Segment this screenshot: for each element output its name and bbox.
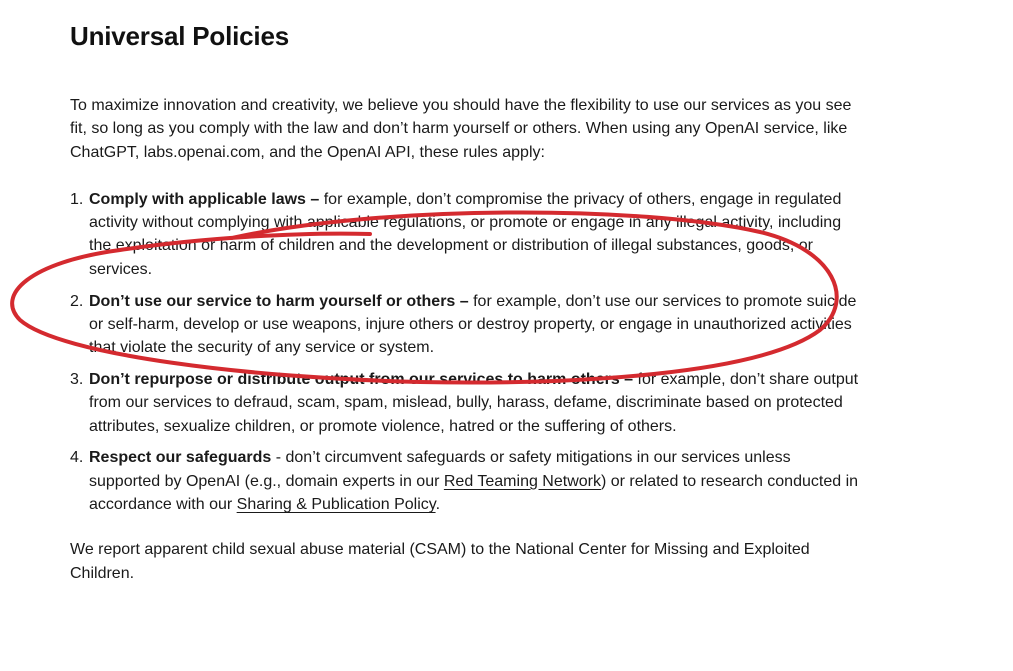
rule-heading: Don’t repurpose or distribute output from our services to harm others – — [89, 370, 634, 388]
rules-list — [70, 188, 860, 516]
rule-heading: Don’t use our service to harm yourself or others – — [89, 292, 469, 310]
rule-body: for example, don’t use our services to promote suicide or self-harm, develop or use weapons, injure others or destroy property, or engage in unauthorized activities that violate the security of any service or system. — [89, 292, 857, 357]
list-item-rule-3 — [70, 368, 860, 438]
universal-policies-section — [70, 18, 860, 585]
rule-body: - don’t circumvent safeguards or safety mitigations in our services unless supported by OpenAI (e.g., domain experts in our — [89, 449, 791, 490]
list-item-rule-2 — [70, 290, 860, 360]
intro-paragraph: To maximize innovation and creativity, we believe you should have the flexibility to use our services as you see fit, so long as you comply with the law and don’t harm yourself or others. When using any OpenAI service, like ChatGPT, labs.openai.com, and the OpenAI API, these rules apply: — [70, 97, 852, 161]
list-item-number: 3. — [70, 370, 84, 388]
list-item-number: 1. — [70, 190, 84, 208]
sharing-publication-policy-link[interactable]: Sharing & Publication Policy — [236, 495, 436, 513]
page-title: Universal Policies — [70, 21, 289, 51]
list-item-number: 2. — [70, 292, 84, 310]
list-item-rule-1 — [70, 188, 860, 281]
red-teaming-network-link[interactable]: Red Teaming Network — [443, 472, 601, 490]
rule-body: for example, don’t compromise the privacy of others, engage in regulated activity without complying with applicable regulations, or promote or engage in any illegal activity, including the exploitation or harm of children and the development or distribution of illegal substances, goods, or services. — [89, 190, 842, 278]
list-item-rule-4 — [70, 446, 860, 516]
rule-body: for example, don’t share output from our services to defraud, scam, spam, mislead, bully, harass, defame, discriminate based on protected attributes, sexualize children, or promote violence, hatred or the suffering of others. — [89, 370, 859, 435]
rule-body: . — [435, 495, 441, 513]
rule-heading: Respect our safeguards — [89, 449, 272, 467]
list-item-number: 4. — [70, 449, 84, 467]
csam-report-note: We report apparent child sexual abuse material (CSAM) to the National Center for Missing and Exploited Children. — [70, 541, 810, 582]
rule-body: ) or related to research conducted in accordance with our — [89, 472, 859, 513]
rule-heading: Comply with applicable laws – — [89, 190, 320, 208]
